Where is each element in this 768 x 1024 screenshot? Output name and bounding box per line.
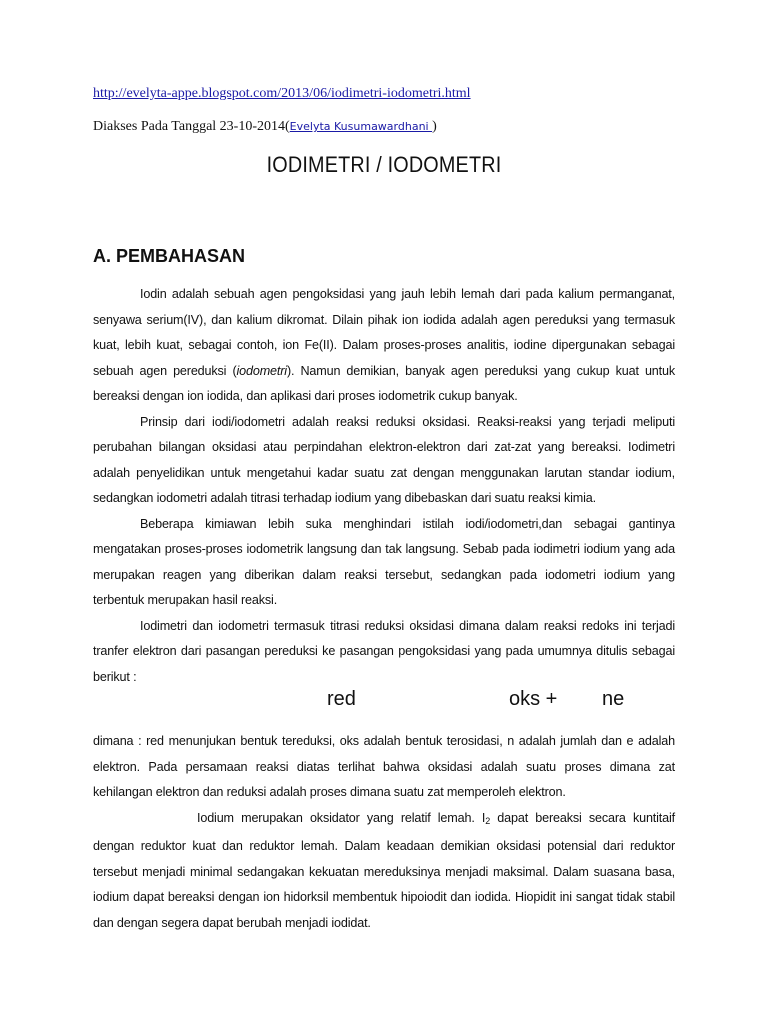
body-text-after-equation	[93, 729, 675, 936]
equation-reduced-form: red	[327, 688, 356, 710]
author-link[interactable]: Evelyta Kusumawardhani	[289, 120, 433, 133]
document-title: IODIMETRI / IODOMETRI	[266, 152, 502, 177]
italic-term: iodometri	[236, 363, 287, 378]
subscript: 2	[485, 815, 491, 826]
paragraph-dimana: dimana : red menunjukan bentuk tereduksi, oks adalah bentuk terosidasi, n adalah jumlah dan e adalah elektron. Pada persamaan reaksi diatas terlihat bahwa oksidasi adalah suatu proses dimana zat kehilangan elektron dan reduksi adalah proses dimana suatu zat memperoleh elektron.	[93, 734, 675, 799]
paragraph-text: Iodium merupakan oksidator yang relatif lemah. I	[197, 810, 486, 825]
access-date-close: )	[432, 119, 437, 134]
access-date-text: Diakses Pada Tanggal 23-10-2014(	[93, 119, 290, 134]
body-text-before-equation	[93, 282, 675, 690]
paragraph-text: ). Namun demikian, banyak agen pereduksi yang cukup kuat untuk bereaksi dengan ion iodida, dan aplikasi dari proses iodometrik cukup banyak.	[93, 363, 676, 403]
paragraph-iodin	[93, 282, 675, 410]
paragraph-kimiawan: Beberapa kimiawan lebih suka menghindari istilah iodi/iodometri,dan sebagai gantinya mengatakan proses-proses iodometrik langsung dan tak langsung. Sebab pada iodimetri iodium yang ada merupakan reagen yang diberikan dalam reaksi tersebut, sedangkan pada iodometri iodium yang terbentuk merupakan hasil reaksi.	[93, 516, 675, 607]
access-date-line	[93, 119, 437, 135]
paragraph-titrasi: Iodimetri dan iodometri termasuk titrasi reduksi oksidasi dimana dalam reaksi redoks ini terjadi tranfer elektron dari pasangan pereduksi ke pasangan pengoksidasi yang pada umumnya ditulis sebagai berikut :	[93, 618, 675, 684]
source-url-link[interactable]: http://evelyta-appe.blogspot.com/2013/06/iodimetri-iodometri.html	[93, 86, 471, 101]
paragraph-iodium	[93, 806, 675, 937]
equation-oxidized-form: oks +	[509, 688, 558, 710]
paragraph-text: Iodin adalah sebuah agen pengoksidasi yang jauh lebih lemah dari pada kalium permanganat, senyawa serium(IV), dan kalium dikromat. Dilain pihak ion iodida adalah agen pereduksi yang termasuk kuat, lebih kuat, sebagai contoh, ion Fe(II). Dalam proses-proses analitis, iodine dipergunakan sebagai sebuah agen pereduksi (	[93, 287, 675, 378]
section-heading: A. PEMBAHASAN	[93, 246, 246, 266]
paragraph-text: dapat bereaksi secara kuntitaif dengan reduktor kuat dan reduktor lemah. Dalam keadaan demikian oksidasi potensial dari reduktor tersebut menjadi minimal sedangakan kekuatan mereduksinya menjadi maksimal. Dalam suasana basa, iodium dapat bereaksi dengan ion hidorksil membentuk hipoiodit dan iodida. Hiopidit ini sangat tidak stabil dan dengan segera dapat berubah menjadi iodidat.	[93, 810, 675, 930]
paragraph-prinsip: Prinsip dari iodi/iodometri adalah reaksi reduksi oksidasi. Reaksi-reaksi yang terjadi meliputi perubahan bilangan oksidasi atau perpindahan elektron-elektron dari zat-zat yang bereaksi. Iodimetri adalah penyelidikan untuk mengetahui kadar suatu zat dengan menggunakan larutan standar iodium, sedangkan iodometri adalah titrasi terhadap iodium yang dibebaskan dari suatu reaksi kimia.	[93, 414, 675, 505]
equation-electrons: ne	[602, 688, 625, 710]
